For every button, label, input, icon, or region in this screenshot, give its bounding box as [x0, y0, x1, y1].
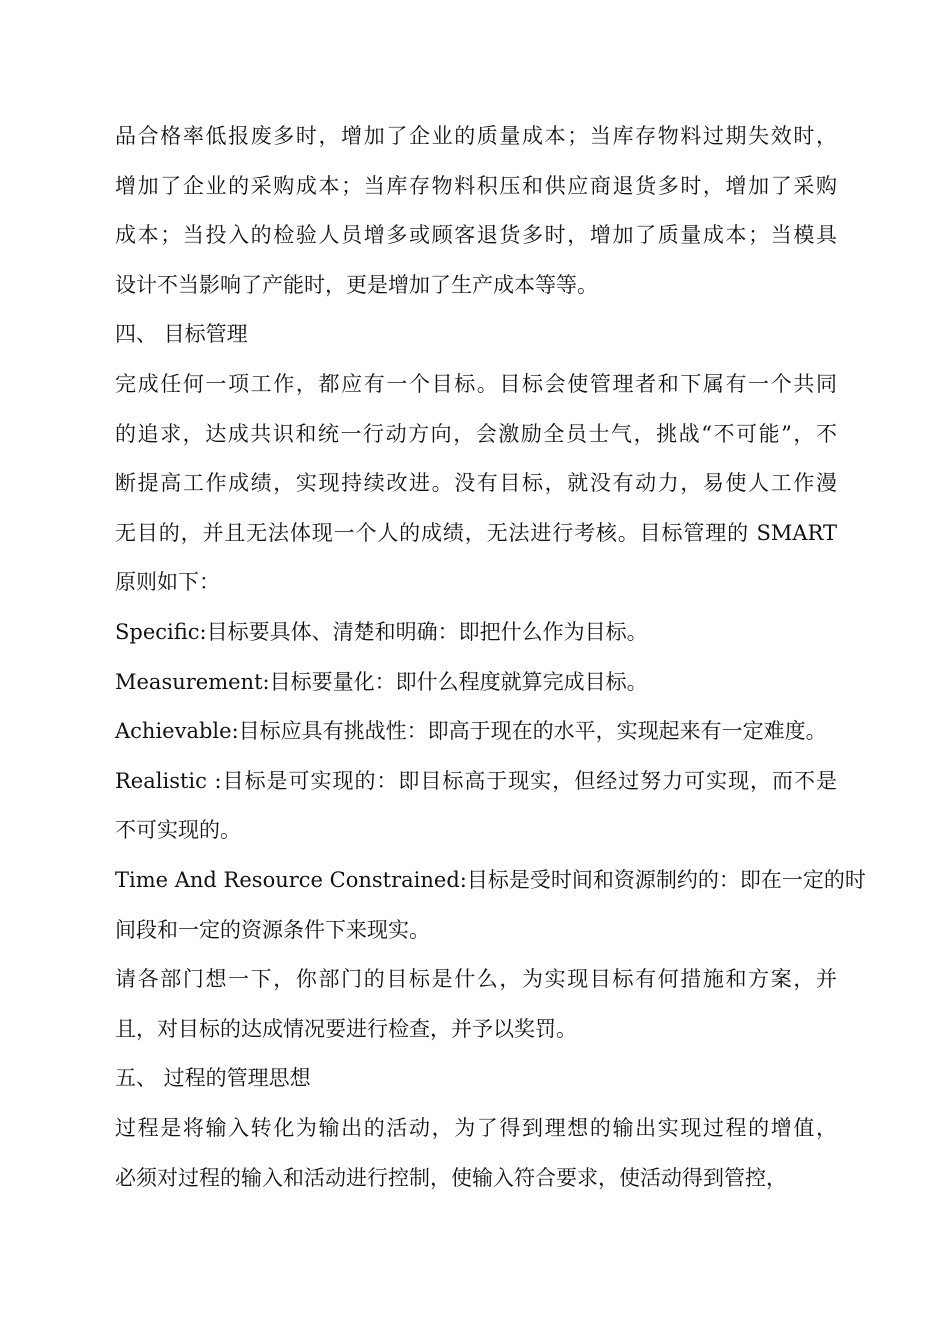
paragraph-line: 请各部门想一下，你部门的目标是什么，为实现目标有何措施和方案，并 [115, 967, 837, 992]
paragraph-line: 原则如下： [115, 570, 220, 595]
smart-principle-line: Specific:目标要具体、清楚和明确：即把什么作为目标。 [115, 620, 648, 644]
section-heading: 四、 目标管理 [115, 322, 248, 347]
paragraph-line: 且，对目标的达成情况要进行检查，并予以奖罚。 [115, 1016, 577, 1041]
paragraph-line: 完成任何一项工作，都应有一个目标。目标会使管理者和下属有一个共同 [115, 372, 837, 396]
smart-principle-line: Measurement:目标要量化：即什么程度就算完成目标。 [115, 669, 648, 694]
smart-principle-line: Realistic :目标是可实现的：即目标高于现实，但经过努力可实现，而不是 [115, 768, 837, 793]
smart-principle-line: 不可实现的。 [115, 818, 241, 843]
paragraph-line: 无目的，并且无法体现一个人的成绩，无法进行考核。目标管理的 SMART [115, 520, 837, 545]
paragraph-line: 成本；当投入的检验人员增多或顾客退货多时，增加了质量成本；当模具 [115, 223, 837, 248]
paragraph-line: 必须对过程的输入和活动进行控制，使输入符合要求，使活动得到管控， [115, 1165, 787, 1190]
smart-principle-line: Achievable:目标应具有挑战性：即高于现在的水平，实现起来有一定难度。 [115, 719, 827, 744]
paragraph-line: 断提高工作成绩，实现持续改进。没有目标，就没有动力，易使人工作漫 [115, 471, 837, 496]
paragraph-line: 过程是将输入转化为输出的活动，为了得到理想的输出实现过程的增值， [115, 1116, 837, 1140]
paragraph-line: 的追求，达成共识和统一行动方向，会激励全员士气，挑战“不可能”，不 [115, 421, 837, 446]
smart-principle-line: Time And Resource Constrained:目标是受时间和资源制约的：即在一定的时 [115, 868, 866, 892]
smart-principle-line: 间段和一定的资源条件下来现实。 [115, 917, 430, 942]
paragraph-line: 品合格率低报废多时，增加了企业的质量成本；当库存物料过期失效时， [115, 124, 837, 148]
paragraph-line: 增加了企业的采购成本；当库存物料积压和供应商退货多时，增加了采购 [115, 173, 837, 198]
paragraph-line: 设计不当影响了产能时，更是增加了生产成本等等。 [115, 272, 598, 297]
section-heading: 五、 过程的管理思想 [115, 1066, 311, 1091]
